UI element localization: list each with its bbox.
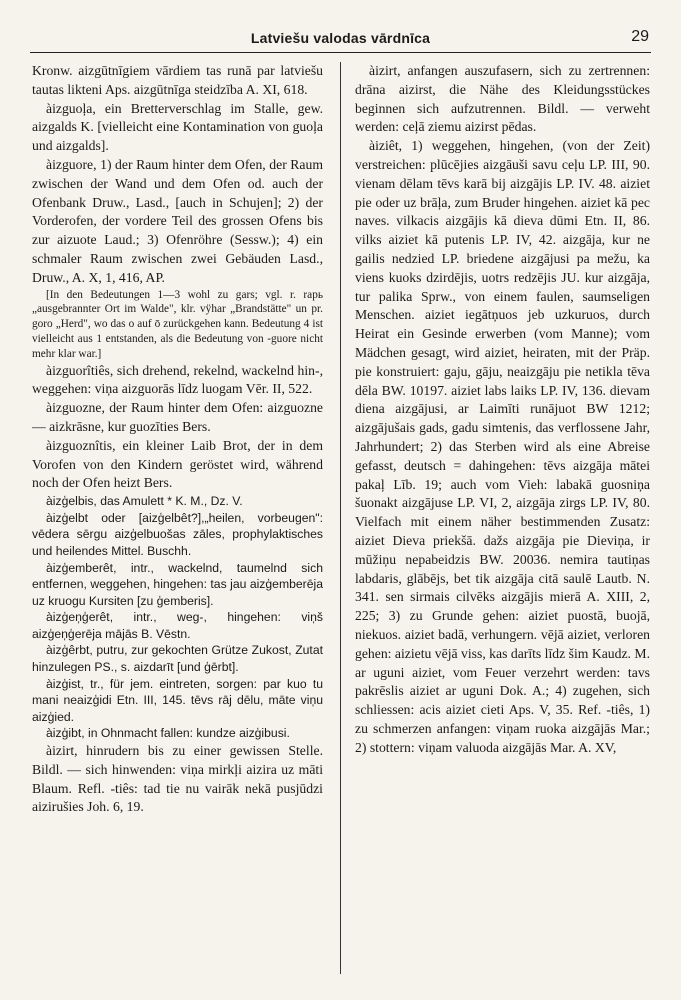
page-number: 29 — [631, 28, 649, 45]
entry-aizgerbt: àizģêrbt, putru, zur gekochten Grütze Zukost, Zutat hinzulegen PS., s. aizdarīt [und ģērbt]. — [32, 643, 323, 675]
entry-aizirt-fray: àizirt, anfangen auszufasern, sich zu zertrennen: drāna aizirst, die Nähe des Kleidungsstückes beginnen sich aufzutrennen. Bildl. — verweht werden: ceļā ziemu aizirst pēdas. — [355, 63, 650, 135]
entry-aiziet: àiziêt, 1) weggehen, hingehen, (von der Zeit) verstreichen: plūcējies aizgāuši savu ceļu LP. III, 90. vienam dēlam tēvs karā bij aizgājis LP. IV. 48. aiziet pie oder uz brāļa, zum Bruder hingehen. aiziet kā pec naves. vilkacis aizgājis kā dieva dūmi Etn. II, 86. vilks aiziet kā putenis LP. IV, 42. aizgāja, kur ne gailis nedzied LP. briedene aizgājusi pa mežu, ka viens kuoks dzirdējis, uotrs redzējis JU. kur aizgāja, tur palika Sprw., von einem faulen, saumseligen Menschen. aiziet iegātņuos jeb uzkuruos, durch Heirat ein Gesinde erwerben (vom Manne); vom Mädchen gesagt, wird aiziet, heiraten, mit der Präp. pie konstruiert: gaju, gāju, neaizgāju pie netikla tēva dēla BW. 10197. aiziet labs laiks LP. IV, 136. dievam diena aizgājusi, ar Laimīti runājuot BW 1212; aizgājušais gads, gadu simtenis, das verflossene Jahr, Jahrhundert; 2) das Sterben wird als eine Abreise gefasst, deutsch = dahingehen: tēvs aizgāja mātei pakaļ Līb. 19; auch vom Vieh: labakā guosniņa šuonakt aizgājuse LP. VI, 2, aizgāja zirgs LP. IV, 80. Vielfach mit einem näher bestimmenden Zusatz: aiziet Dieva priekšā. dažs aizgāja pie Dieviņa, ir mūžiņu nepabeidzis BW. 20036. nemira tautiņas labdaris, glābējs, bet tik aizgāja citā saulē Lautb. N. 341. sen sirmais cilvēks aizgājis mierā A. XIII, 2, 225; 3) zu Grunde gehen: aiziet puostā, buojā, niekuos. aiziet badā, verhungern. vējā aiziet, verloren gehen: aizietu vējā viss, kas darīts līdz šim Kaudz. M. ar uguni aiziet, vom Feuer verzehrt werden: tavs pakrēslis aiziet ar uguni Dok. A.; 4) zugehen, sich schliessen: acis aiziet cieti Aps. V, 35. Ref. -tiês, 1) zu schmerzen anfangen: viņam ruoka aizgājās Mar.; 2) stottern: viņam valuoda aizgājās Mar. A. XV, — [355, 138, 650, 755]
entry-aizgist: àizģist, tr., für jem. eintreten, sorgen: par kuo tu mani neaizģidi Etn. III, 145. tēvs rāj dēlu, māte viņu aizģied. — [32, 676, 323, 724]
entry-continuation: Kronw. aizgūtnīgiem vārdiem tas runā par latviešu tautas likteni Aps. aizgūtnīga steidzība A. XI, 618. — [32, 63, 323, 97]
entry-aizgemberet: àizģemberêt, intr., wackelnd, taumelnd sich entfernen, weggehen, hingehen: tas jau aizģemberēja uz kruogu Kursiten [zu ģemberis]. — [32, 560, 323, 608]
column-divider — [340, 62, 341, 974]
entry-aizgelbt: àizģelbt oder [aizģelbêt?],„heilen, vorbeugen": vēdera sērgu aizģelbuošas zāles, prophylaktisches und heilendes Mittel. Buschh. — [32, 510, 323, 558]
running-title: Latviešu valodas vārdnīca — [250, 30, 431, 46]
entry-aizguola: àizguoļa, ein Bretterverschlag im Stalle, gew. aizgalds K. [vielleicht eine Kontamination von guoļa und aizgalds]. — [32, 100, 323, 154]
etymology-note: [In den Bedeutungen 1—3 wohl zu gars; vgl. r. rapь „ausgebrannter Ort im Walde", klr. vÿhar „Brandstätte" un pr. goro „Herd", wo das o auf ō zurückgehen kann. Bedeutung 4 ist vielleicht aus 1 entstanden, als die Bedeutung von -guore nicht mehr klar war.] — [32, 288, 323, 360]
entry-aizgelbis: àizģelbis, das Amulett * K. M., Dz. V. — [46, 494, 243, 509]
left-column — [32, 62, 323, 977]
page-header — [30, 28, 651, 53]
entry-aizgengeret: àizģeņģerêt, intr., weg-, hingehen: viņš aizģeņģerēja mājās B. Vēstn. — [32, 610, 323, 641]
entry-aizgibt: àizģibt, in Ohnmacht fallen: kundze aizģibusi. — [46, 726, 290, 741]
entry-aizirt-row: àizirt, hinrudern bis zu einer gewissen Stelle. Bildl. — sich hinwenden: viņa mirkļi aizira uz māti Blaum. Refl. -tiês: tad tie nu vairāk nekā pusjūdzi aizirušies Joh. 6, 19. — [32, 743, 323, 815]
entry-aizguoznitis: àizguoznîtis, ein kleiner Laib Brot, der in dem Vorofen von den Kindern geröstet wird, während noch der Ofen heizt Bers. — [32, 437, 323, 491]
entry-aizguozne: àizguozne, der Raum hinter dem Ofen: aizguozne — aizkrāsne, kur guozīties Bers. — [32, 400, 323, 434]
right-column — [355, 62, 650, 977]
entry-aizguore: àizguore, 1) der Raum hinter dem Ofen, der Raum zwischen der Wand und dem Ofen od. auch der Ofenbank Druw., Lasd., [auch in Schujen]; 2) der Vorderofen, der vordere Teil des grossen Ofens bis zur aizuote Laud.; 3) Ofenröhre (Sessw.); 4) ein schmaler Raum zwischen zwei Gebäuden Lasd., Druw., A. X, 1, 416, AP. — [32, 156, 323, 285]
entry-aizguorities: àizguorîtiês, sich drehend, rekelnd, wackelnd hin-, weggehen: viņa aizguorās līdz luogam Vēr. II, 522. — [32, 362, 323, 397]
